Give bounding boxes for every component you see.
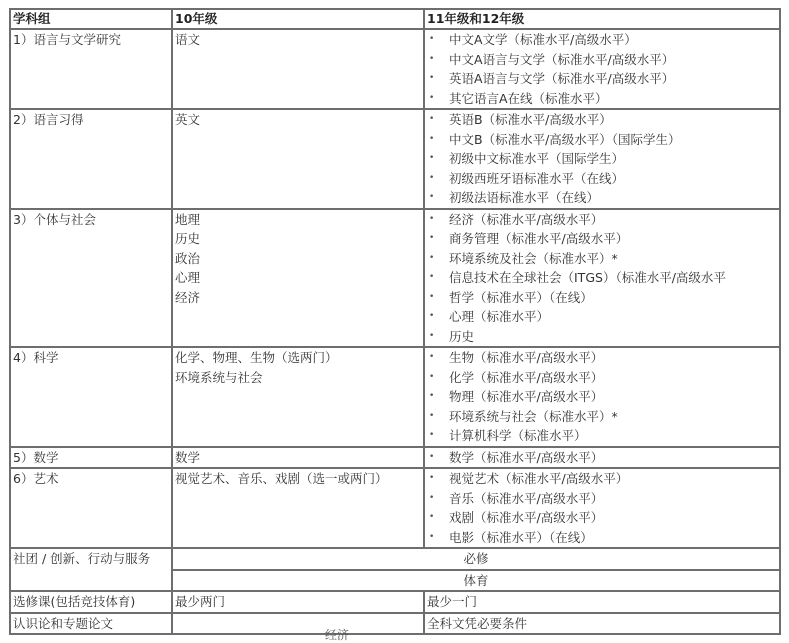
grade-10-course: 地理 (175, 211, 201, 227)
course-list-item: • 环境系统与社会（标准水平）* (427, 407, 777, 427)
grade-10-course: 环境系统与社会 (175, 369, 263, 385)
course-list-item: • 物理（标准水平/高级水平） (427, 387, 777, 407)
course-list (427, 348, 777, 446)
course-list-item: • 环境系统及社会（标准水平）* (427, 249, 777, 269)
course-list-item: • 英语B（标准水平/高级水平） (427, 110, 777, 130)
grade-10-course: 英文 (175, 112, 201, 127)
grade-10-course: 经济 (175, 289, 201, 305)
course-list (427, 210, 777, 347)
club-label: 社团 / 创新、行动与服务 (10, 548, 172, 591)
grade-11-12-cell (424, 468, 780, 548)
grade-10-cell (172, 347, 424, 447)
grade-10-course: 政治 (175, 250, 201, 266)
course-list-item: • 其它语言A在线（标准水平） (427, 89, 777, 109)
course-list-item: • 初级中文标准水平（国际学生） (427, 149, 777, 169)
subject-row (10, 209, 780, 348)
grade-10-course: 语文 (175, 32, 201, 47)
grade-11-12-cell (424, 109, 780, 209)
header-grade-10: 10年级 (172, 9, 424, 29)
course-list-item: • 初级法语标准水平（在线） (427, 188, 777, 208)
course-list-item: • 戏剧（标准水平/高级水平） (427, 508, 777, 528)
footer-fragment: 经济 (325, 628, 350, 642)
subject-row (10, 468, 780, 548)
course-list-item: • 心理（标准水平） (427, 307, 777, 327)
grade-11-12-cell (424, 447, 780, 469)
header-row (10, 9, 780, 29)
elective-row (10, 591, 780, 613)
course-list-item: • 电影（标准水平）（在线） (427, 528, 777, 548)
tok-grade-11-12: 全科文凭必要条件 (424, 613, 780, 635)
course-list-item: • 视觉艺术（标准水平/高级水平） (427, 469, 777, 489)
course-list-item: • 音乐（标准水平/高级水平） (427, 489, 777, 509)
grade-10-cell (172, 468, 424, 548)
subject-group-cell: 6）艺术 (10, 468, 172, 548)
course-list-item: • 英语A语言与文学（标准水平/高级水平） (427, 69, 777, 89)
subject-group-cell: 3）个体与社会 (10, 209, 172, 348)
course-list-item: • 信息技术在全球社会（ITGS）（标准水平/高级水平 (427, 268, 777, 288)
course-list-item: • 初级西班牙语标准水平（在线） (427, 169, 777, 189)
subject-row (10, 447, 780, 469)
subject-group-cell: 1）语言与文学研究 (10, 29, 172, 109)
course-list-item: • 数学（标准水平/高级水平） (427, 448, 777, 468)
course-list (427, 30, 777, 108)
subject-group-cell: 5）数学 (10, 447, 172, 469)
grade-10-cell (172, 209, 424, 348)
tok-row (10, 613, 780, 635)
curriculum-table (9, 8, 781, 635)
subject-row (10, 29, 780, 109)
grade-11-12-cell (424, 347, 780, 447)
subject-row (10, 347, 780, 447)
course-list-item: • 历史 (427, 327, 777, 347)
course-list-item: • 中文A语言与文学（标准水平/高级水平） (427, 50, 777, 70)
header-grade-11-12: 11年级和12年级 (424, 9, 780, 29)
course-list-item: • 生物（标准水平/高级水平） (427, 348, 777, 368)
grade-10-cell (172, 109, 424, 209)
tok-grade-10 (172, 613, 424, 635)
grade-10-course: 心理 (175, 270, 201, 285)
grade-10-course: 历史 (175, 231, 201, 246)
subject-row (10, 109, 780, 209)
club-row (10, 548, 780, 570)
course-list-item: • 中文A文学（标准水平/高级水平） (427, 30, 777, 50)
curriculum-table-wrapper (9, 8, 779, 635)
grade-10-cell (172, 447, 424, 469)
subject-group-cell: 2）语言习得 (10, 109, 172, 209)
subject-group-cell: 4）科学 (10, 347, 172, 447)
course-list-item: • 化学（标准水平/高级水平） (427, 368, 777, 388)
club-required: 必修 (172, 548, 780, 570)
course-list-item: • 经济（标准水平/高级水平） (427, 210, 777, 230)
elective-grade-11-12: 最少一门 (424, 591, 780, 613)
grade-10-course: 化学、物理、生物（选两门） (175, 350, 338, 365)
course-list (427, 469, 777, 547)
course-list (427, 448, 777, 468)
grade-10-course: 数学 (175, 449, 201, 465)
pe-cell: 体育 (172, 570, 780, 592)
course-list-item: • 中文B（标准水平/高级水平）（国际学生） (427, 130, 777, 150)
tok-label: 认识论和专题论文 (10, 613, 172, 635)
grade-11-12-cell (424, 209, 780, 348)
course-list-item: • 商务管理（标准水平/高级水平） (427, 229, 777, 249)
course-list-item: • 哲学（标准水平）（在线） (427, 288, 777, 308)
header-subject-group: 学科组 (10, 9, 172, 29)
grade-11-12-cell (424, 29, 780, 109)
course-list (427, 110, 777, 208)
grade-10-cell (172, 29, 424, 109)
grade-10-course: 视觉艺术、音乐、戏剧（选一或两门） (175, 471, 388, 486)
elective-label: 选修课(包括竞技体育) (10, 591, 172, 613)
elective-grade-10: 最少两门 (172, 591, 424, 613)
course-list-item: • 计算机科学（标准水平） (427, 426, 777, 446)
